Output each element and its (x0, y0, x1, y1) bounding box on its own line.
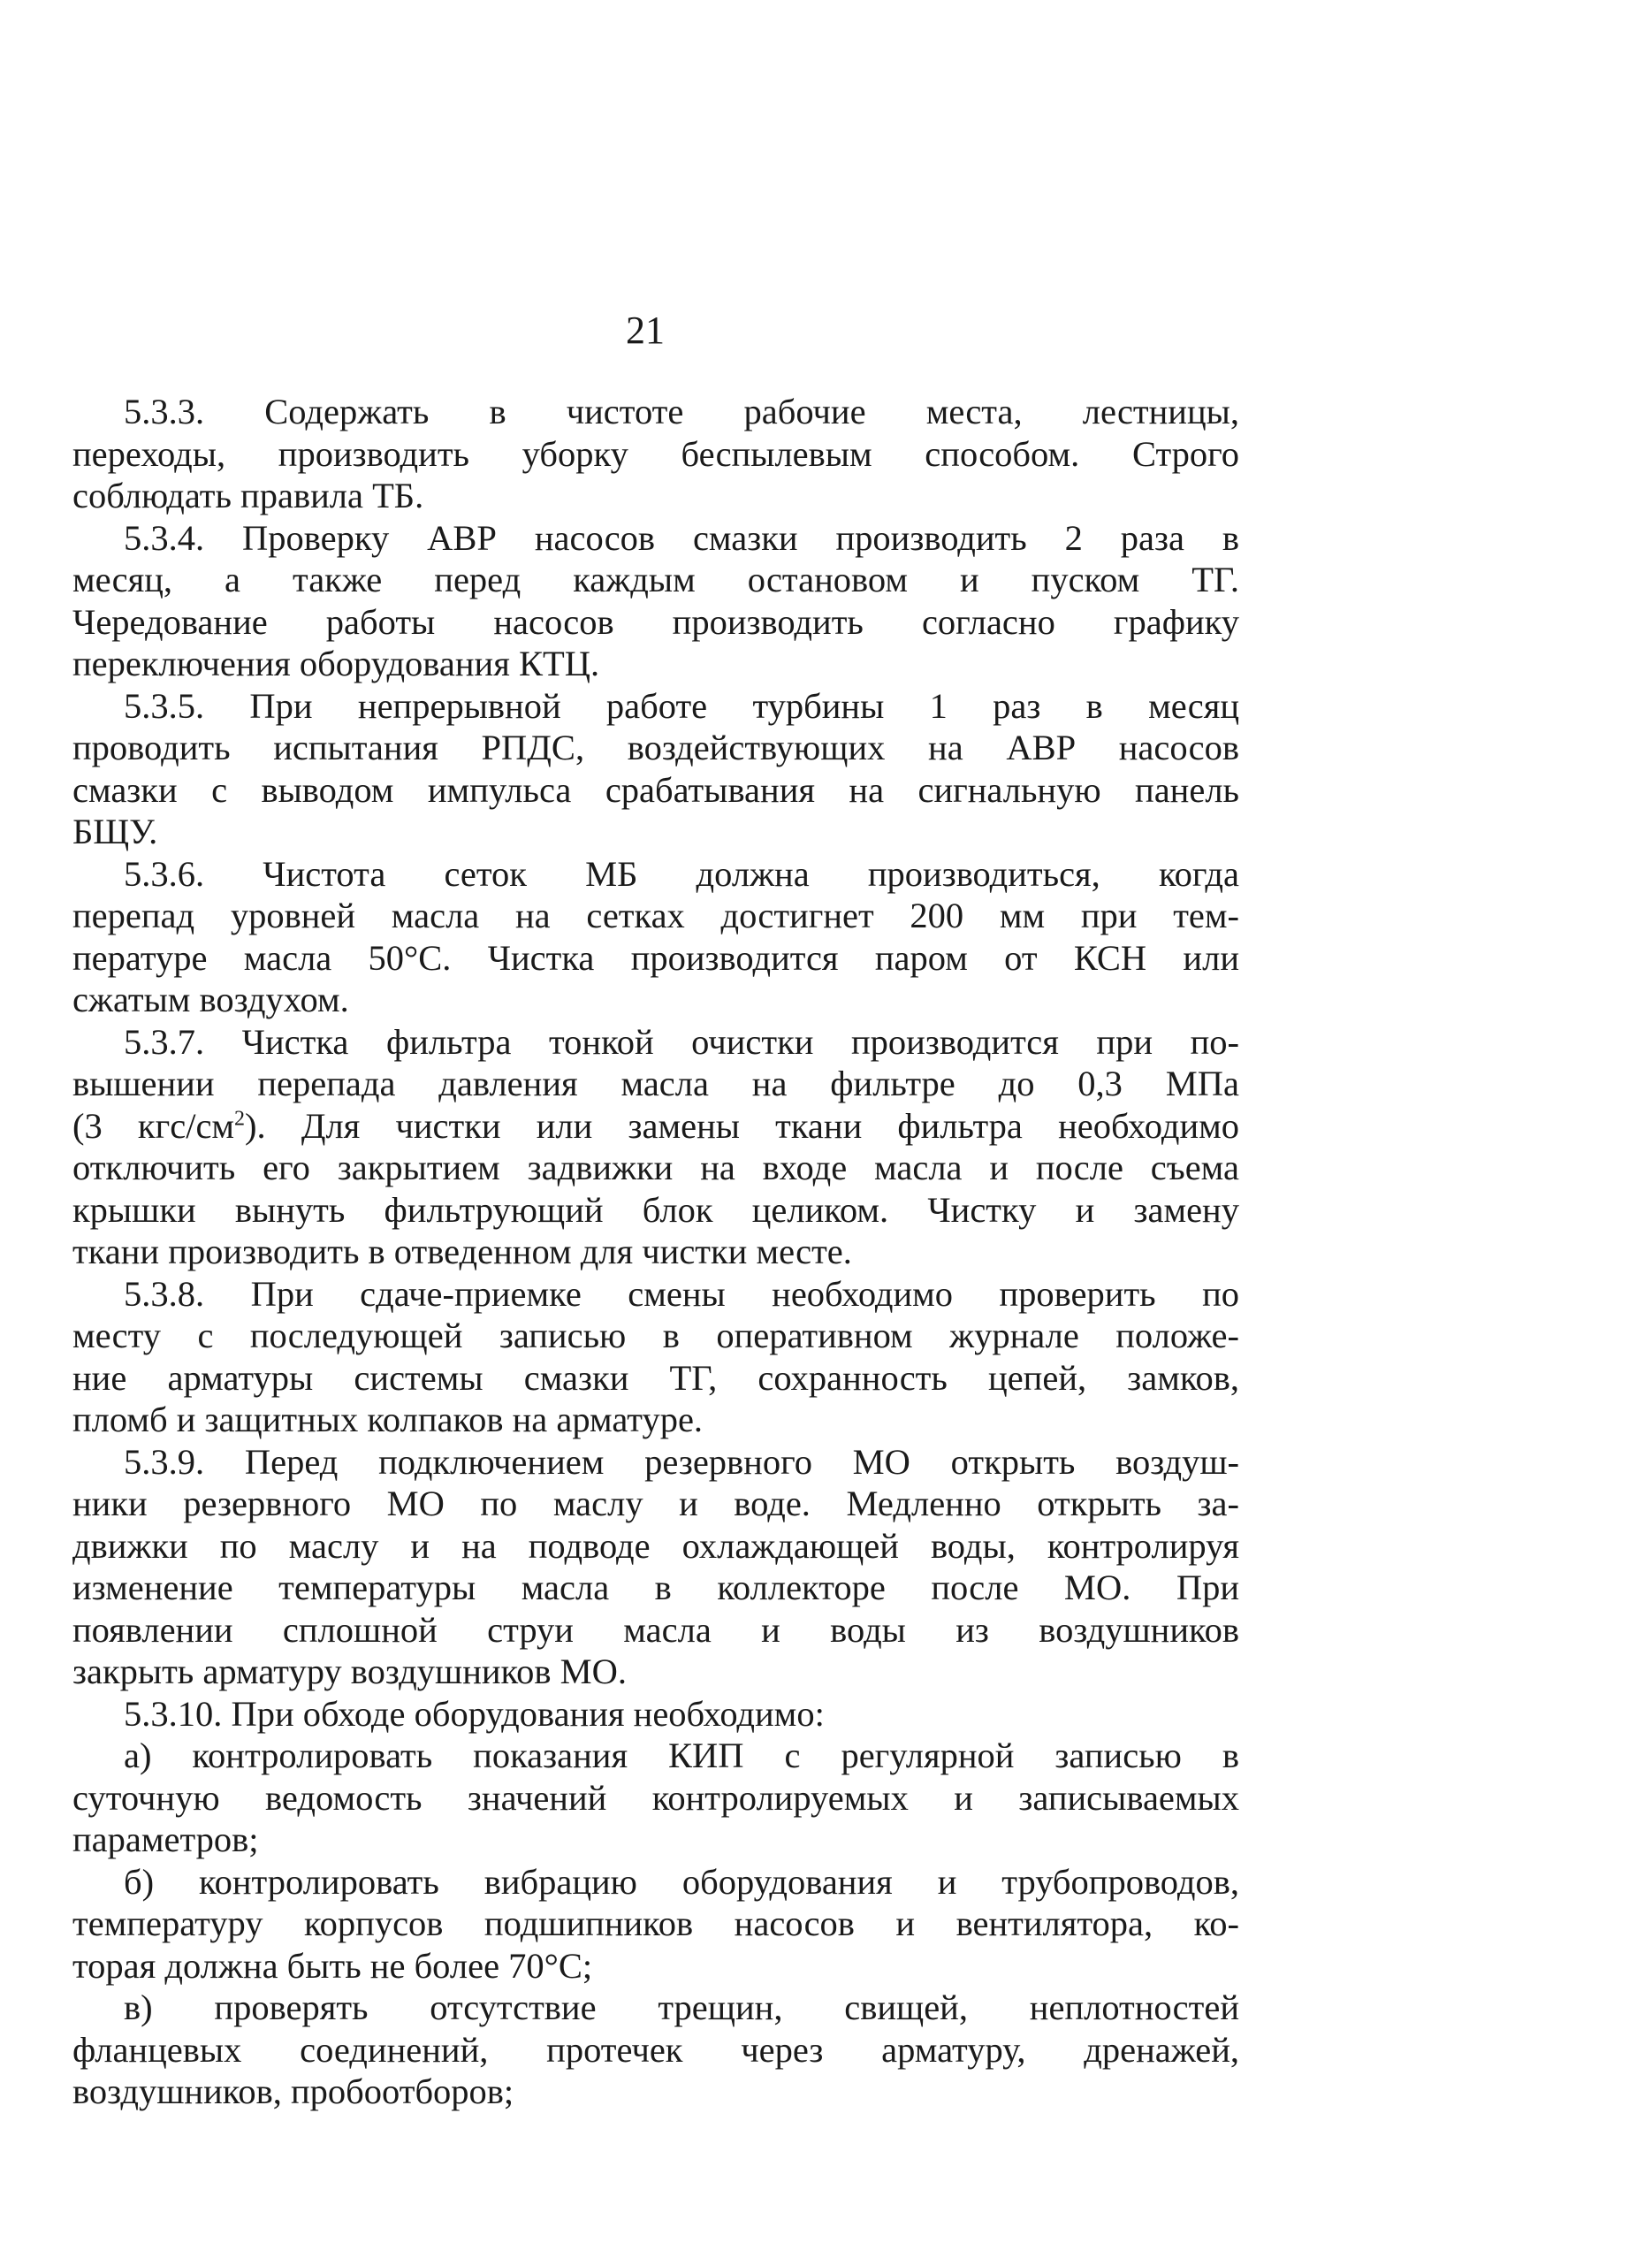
line-text: проводить испытания РПДС, воздействующих на АВР насосов (72, 728, 1239, 767)
line-text: а) контролировать показания КИП с регулярной записью в (124, 1735, 1239, 1775)
text-line (72, 1945, 1239, 1987)
text-line (72, 601, 1239, 644)
text-line (72, 1189, 1239, 1232)
line-text: Чередование работы насосов производить согласно графику (72, 601, 1239, 642)
text-line (72, 1987, 1239, 2029)
text-line (72, 1735, 1239, 1777)
line-text: БЩУ. (72, 812, 158, 851)
text-line (72, 2071, 1239, 2113)
line-text: движки по маслу и на подводе охлаждающей воды, контролируя (72, 1525, 1239, 1566)
line-text: в) проверять отсутствие трещин, свищей, неплотностей (124, 1987, 1239, 2027)
line-text: появлении сплошной струи масла и воды из воздушников (72, 1609, 1239, 1650)
text-line (72, 979, 1239, 1021)
text-line (72, 2029, 1239, 2071)
text-line (72, 1903, 1239, 1945)
text-line (72, 1777, 1239, 1819)
line-text: 5.3.9. Перед подключением резервного МО открыть воздуш- (124, 1441, 1239, 1482)
line-text: фланцевых соединений, протечек через арматуру, дренажей, (72, 2029, 1239, 2070)
line-text: месяц, а также перед каждым остановом и пуском ТГ. (72, 560, 1239, 599)
text-line (72, 1021, 1239, 1064)
line-text: изменение температуры масла в коллекторе после МО. При (72, 1568, 1239, 1607)
superscript: 2 (234, 1107, 246, 1130)
text-line (72, 895, 1239, 937)
text-line (72, 1609, 1239, 1652)
line-text: 5.3.4. Проверку АВР насосов смазки производить 2 раза в (124, 517, 1239, 558)
line-text: 5.3.5. При непрерывной работе турбины 1 раз в месяц (124, 685, 1239, 726)
text-line (72, 1231, 1239, 1273)
line-text: 5.3.7. Чистка фильтра тонкой очистки производится при по- (124, 1021, 1239, 1062)
text-line (72, 1525, 1239, 1568)
line-text: пературе масла 50°С. Чистка производится паром от КСН или (72, 937, 1239, 978)
line-text: ние арматуры системы смазки ТГ, сохранность цепей, замков, (72, 1357, 1239, 1398)
text-line (72, 1357, 1239, 1400)
text-line (72, 1483, 1239, 1525)
line-text: месту с последующей записью в оперативном журнале положе- (72, 1316, 1239, 1355)
text-line (72, 1315, 1239, 1357)
line-text: суточную ведомость значений контролируемых и записываемых (72, 1777, 1239, 1818)
text-line (72, 433, 1239, 476)
line-text: сжатым воздухом. (72, 980, 349, 1019)
text-line (72, 391, 1239, 433)
line-text: ники резервного МО по маслу и воде. Медленно открыть за- (72, 1484, 1239, 1523)
text-line (72, 811, 1239, 853)
text-line (72, 517, 1239, 560)
line-text: вышении перепада давления масла на фильтре до 0,3 МПа (72, 1064, 1239, 1103)
text-line (72, 685, 1239, 728)
line-text: переключения оборудования КТЦ. (72, 644, 600, 683)
line-text: переходы, производить уборку беспылевым способом. Строго (72, 433, 1239, 474)
line-text: закрыть арматуру воздушников МО. (72, 1652, 628, 1691)
line-text: пломб и защитных колпаков на арматуре. (72, 1400, 704, 1439)
line-text-tail: ). Для чистки или замены ткани фильтра необходимо (245, 1105, 1239, 1146)
line-text: соблюдать правила ТБ. (72, 476, 424, 515)
line-text: 5.3.10. При обходе оборудования необходимо: (124, 1693, 825, 1734)
text-line (72, 1441, 1239, 1484)
text-line (72, 1861, 1239, 1903)
text-line (72, 727, 1239, 769)
line-text: отключить его закрытием задвижки на входе масла и после съема (72, 1148, 1239, 1187)
line-text: воздушников, пробоотборов; (72, 2071, 514, 2111)
text-line (72, 1693, 1239, 1735)
line-text: параметров; (72, 1819, 259, 1859)
line-text: крышки вынуть фильтрующий блок целиком. Чистку и замену (72, 1189, 1239, 1230)
text-line (72, 769, 1239, 812)
text-line (72, 853, 1239, 896)
text-line (72, 937, 1239, 980)
line-text: перепад уровней масла на сетках достигнет 200 мм при тем- (72, 896, 1239, 935)
line-text: смазки с выводом импульса срабатывания на сигнальную панель (72, 769, 1239, 810)
text-line (72, 559, 1239, 601)
line-text: 5.3.6. Чистота сеток МБ должна производиться, когда (124, 853, 1239, 894)
document-body (72, 391, 1239, 2113)
text-line (72, 1651, 1239, 1693)
text-line (72, 643, 1239, 685)
text-line (72, 1567, 1239, 1609)
text-line (72, 1399, 1239, 1441)
line-text: температуру корпусов подшипников насосов и вентилятора, ко- (72, 1903, 1239, 1943)
text-line (72, 1273, 1239, 1316)
line-text: торая должна быть не более 70°С; (72, 1945, 593, 1986)
text-line (72, 1105, 1239, 1148)
line-text: ткани производить в отведенном для чистки месте. (72, 1232, 852, 1271)
line-text: (3 кгс/см (72, 1105, 235, 1146)
text-line (72, 1063, 1239, 1105)
line-text: 5.3.8. При сдаче-приемке смены необходимо проверить по (124, 1273, 1239, 1314)
line-text: 5.3.3. Содержать в чистоте рабочие места, лестницы, (124, 392, 1239, 431)
text-line (72, 475, 1239, 517)
line-text: б) контролировать вибрацию оборудования и трубопроводов, (124, 1861, 1239, 1902)
page-number: 21 (626, 309, 665, 352)
text-line (72, 1147, 1239, 1189)
text-line (72, 1819, 1239, 1861)
